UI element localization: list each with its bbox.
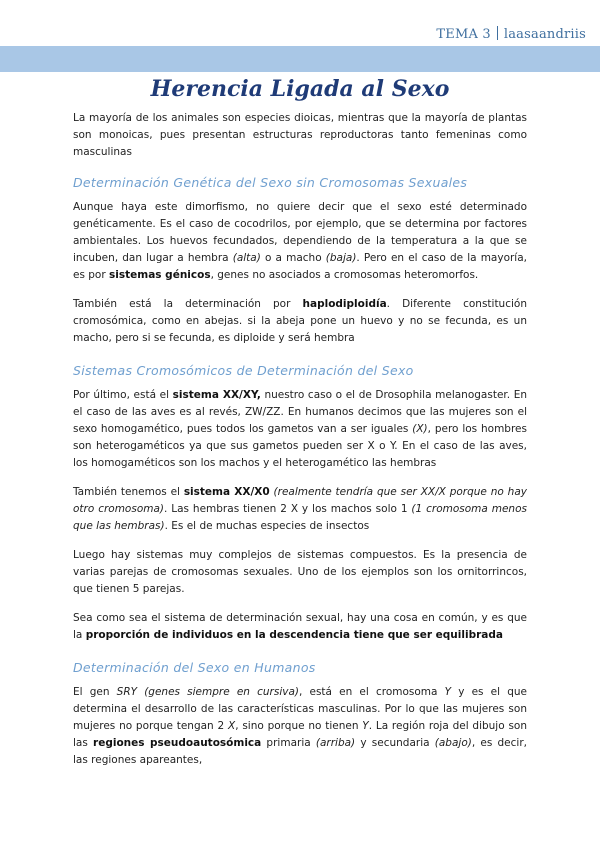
section-heading-chromosomal: Sistemas Cromosómicos de Determinación del Sexo bbox=[73, 363, 414, 378]
section-heading-genetic: Determinación Genética del Sexo sin Cromosomas Sexuales bbox=[73, 175, 468, 190]
section-heading-humans: Determinación del Sexo en Humanos bbox=[73, 660, 316, 675]
header-separator bbox=[497, 26, 498, 40]
paragraph-compound-systems: Luego hay sistemas muy complejos de sistemas compuestos. Es la presencia de varias parejas de cromosomas sexuales. Uno de los ejemplos son los ornitorrincos, que tienen 5 parejas. bbox=[73, 549, 527, 595]
document-body bbox=[73, 110, 527, 781]
page-title: Herencia Ligada al Sexo bbox=[150, 76, 450, 102]
paragraph-xx-xy: Por último, está el sistema XX/XY, nuestro caso o el de Drosophila melanogaster. En el caso de las aves es al revés, ZW/ZZ. En humanos decimos que las mujeres son el sexo homogamético, pues todos los gametos van a ser iguales (X), pero los hombres son heterogaméticos ya que sus gametos pueden ser X o Y. En el caso de las aves, los homogaméticos son los machos y el heterogamético las hembras bbox=[73, 389, 527, 469]
paragraph-haplodiploidy: También está la determinación por haplodiploidía. Diferente constitución cromosómica, como en abejas. si la abeja pone un huevo y no se fecunda, es un macho, pero si se fecunda, es diploide y será hembra bbox=[73, 298, 527, 344]
paragraph-balanced-ratio: Sea como sea el sistema de determinación sexual, hay una cosa en común, y es que la proporción de individuos en la descendencia tiene que ser equilibrada bbox=[73, 612, 527, 641]
page-header bbox=[0, 0, 600, 72]
header-label bbox=[436, 26, 586, 42]
paragraph-sry-gene: El gen SRY (genes siempre en cursiva), está en el cromosoma Y y es el que determina el desarrollo de las características masculinas. Por lo que las mujeres son mujeres no porque tengan 2 X, sino porque no tienen Y. La región roja del dibujo son las regiones pseudoautosómica primaria (arriba) y secundaria (abajo), es decir, las regiones apareantes, bbox=[73, 686, 527, 766]
header-author: laasaandriis bbox=[503, 27, 586, 42]
header-color-band bbox=[0, 46, 600, 72]
intro-paragraph: La mayoría de los animales son especies dioicas, mientras que la mayoría de plantas son monoicas, pues presentan estructuras reproductoras tanto femeninas como masculinas bbox=[73, 112, 527, 158]
paragraph-xx-x0: También tenemos el sistema XX/X0 (realmente tendría que ser XX/X porque no hay otro cromosoma). Las hembras tienen 2 X y los machos solo 1 (1 cromosoma menos que las hembras). Es el de muchas especies de insectos bbox=[73, 486, 527, 532]
paragraph-dimorphism: Aunque haya este dimorfismo, no quiere decir que el sexo esté determinado genéticamente. Es el caso de cocodrilos, por ejemplo, que se determina por factores ambientales. Los huevos fecundados, dependiendo de la temperatura a la que se incuben, dan lugar a hembra (alta) o a macho (baja). Pero en el caso de la mayoría, es por sistemas génicos, genes no asociados a cromosomas heteromorfos. bbox=[73, 201, 527, 281]
header-topic: TEMA 3 bbox=[436, 27, 491, 42]
